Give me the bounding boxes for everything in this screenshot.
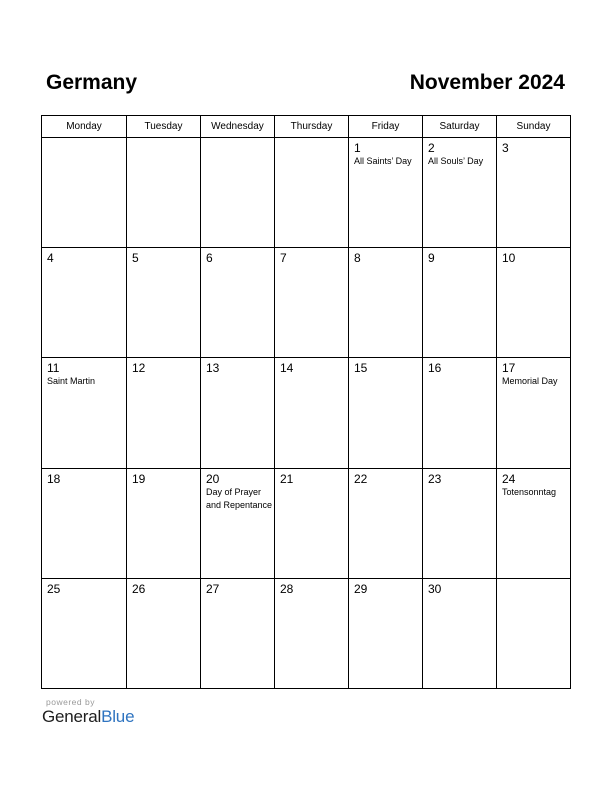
day-cell [275,358,349,468]
weekday-header: Monday [42,116,127,138]
day-number: 2 [428,141,435,155]
day-cell [275,578,349,688]
day-number: 27 [206,581,220,596]
day-number: 8 [354,251,361,266]
holiday-label: All Saints’ Day [354,156,412,166]
day-cell [423,248,497,358]
day-cell [497,578,571,688]
day-cell [423,358,497,468]
weekday-header: Wednesday [201,116,275,138]
week-row [42,248,571,358]
day-number: 12 [132,361,146,376]
day-number: 1 [354,141,361,155]
day-cell [349,138,423,248]
day-number: 16 [428,361,442,376]
powered-by-label: powered by [46,697,95,707]
day-number: 9 [428,251,435,266]
holiday-label: Totensonntag [502,486,557,497]
day-cell [275,468,349,578]
day-cell [127,578,201,688]
day-cell [349,248,423,358]
day-cell [42,468,127,578]
weekday-header-row [42,116,571,138]
day-cell [497,248,571,358]
day-number: 30 [428,581,442,596]
week-row [42,138,571,248]
day-number: 10 [502,251,516,266]
day-number: 19 [132,471,146,486]
day-number: 28 [280,581,294,596]
day-number: 25 [47,581,61,596]
day-cell [201,468,275,578]
day-number: 14 [280,361,294,376]
day-cell [42,358,127,468]
day-number: 6 [206,251,213,266]
holiday-label: All Souls’ Day [428,156,484,166]
week-row [42,358,571,468]
day-number: 11 [47,361,60,376]
brand-part1: General [42,707,102,726]
day-cell [349,358,423,468]
day-cell [42,578,127,688]
day-cell [497,138,571,248]
weekday-header: Tuesday [127,116,201,138]
day-number: 15 [354,361,368,376]
day-cell [275,138,349,248]
day-number: 13 [206,361,220,376]
day-number: 18 [47,471,61,486]
day-number: 24 [502,471,516,486]
day-cell [497,468,571,578]
day-cell [127,138,201,248]
day-number: 22 [354,471,368,486]
holiday-label: Memorial Day [502,376,558,387]
day-cell [275,248,349,358]
day-cell [423,468,497,578]
day-number: 5 [132,251,139,266]
weekday-header: Saturday [423,116,497,138]
day-cell [201,578,275,688]
day-cell [127,358,201,468]
week-row [42,468,571,578]
weekday-header: Friday [349,116,423,138]
day-number: 23 [428,471,442,486]
day-cell [497,358,571,468]
weekday-header: Sunday [497,116,571,138]
day-cell [423,138,497,248]
generalblue-logo[interactable] [42,707,134,727]
day-number: 3 [502,141,509,155]
holiday-label: Day of Prayer and Repentance [206,486,273,510]
day-cell [423,578,497,688]
day-cell [201,138,275,248]
day-cell [201,248,275,358]
holiday-label: Saint Martin [47,376,96,387]
day-cell [42,248,127,358]
day-number: 17 [502,361,516,376]
weekday-header: Thursday [275,116,349,138]
day-number: 7 [280,251,287,266]
calendar-grid [41,115,571,689]
day-cell [42,138,127,248]
day-cell [127,468,201,578]
country-title: Germany [46,71,138,94]
month-year-title: November 2024 [409,71,565,94]
day-number: 29 [354,581,368,596]
day-number: 26 [132,581,146,596]
week-row [42,578,571,688]
day-cell [349,578,423,688]
day-number: 21 [280,471,294,486]
day-number: 20 [206,471,220,486]
day-number: 4 [47,251,54,266]
day-cell [127,248,201,358]
day-cell [349,468,423,578]
brand-part2: Blue [101,707,135,726]
day-cell [201,358,275,468]
